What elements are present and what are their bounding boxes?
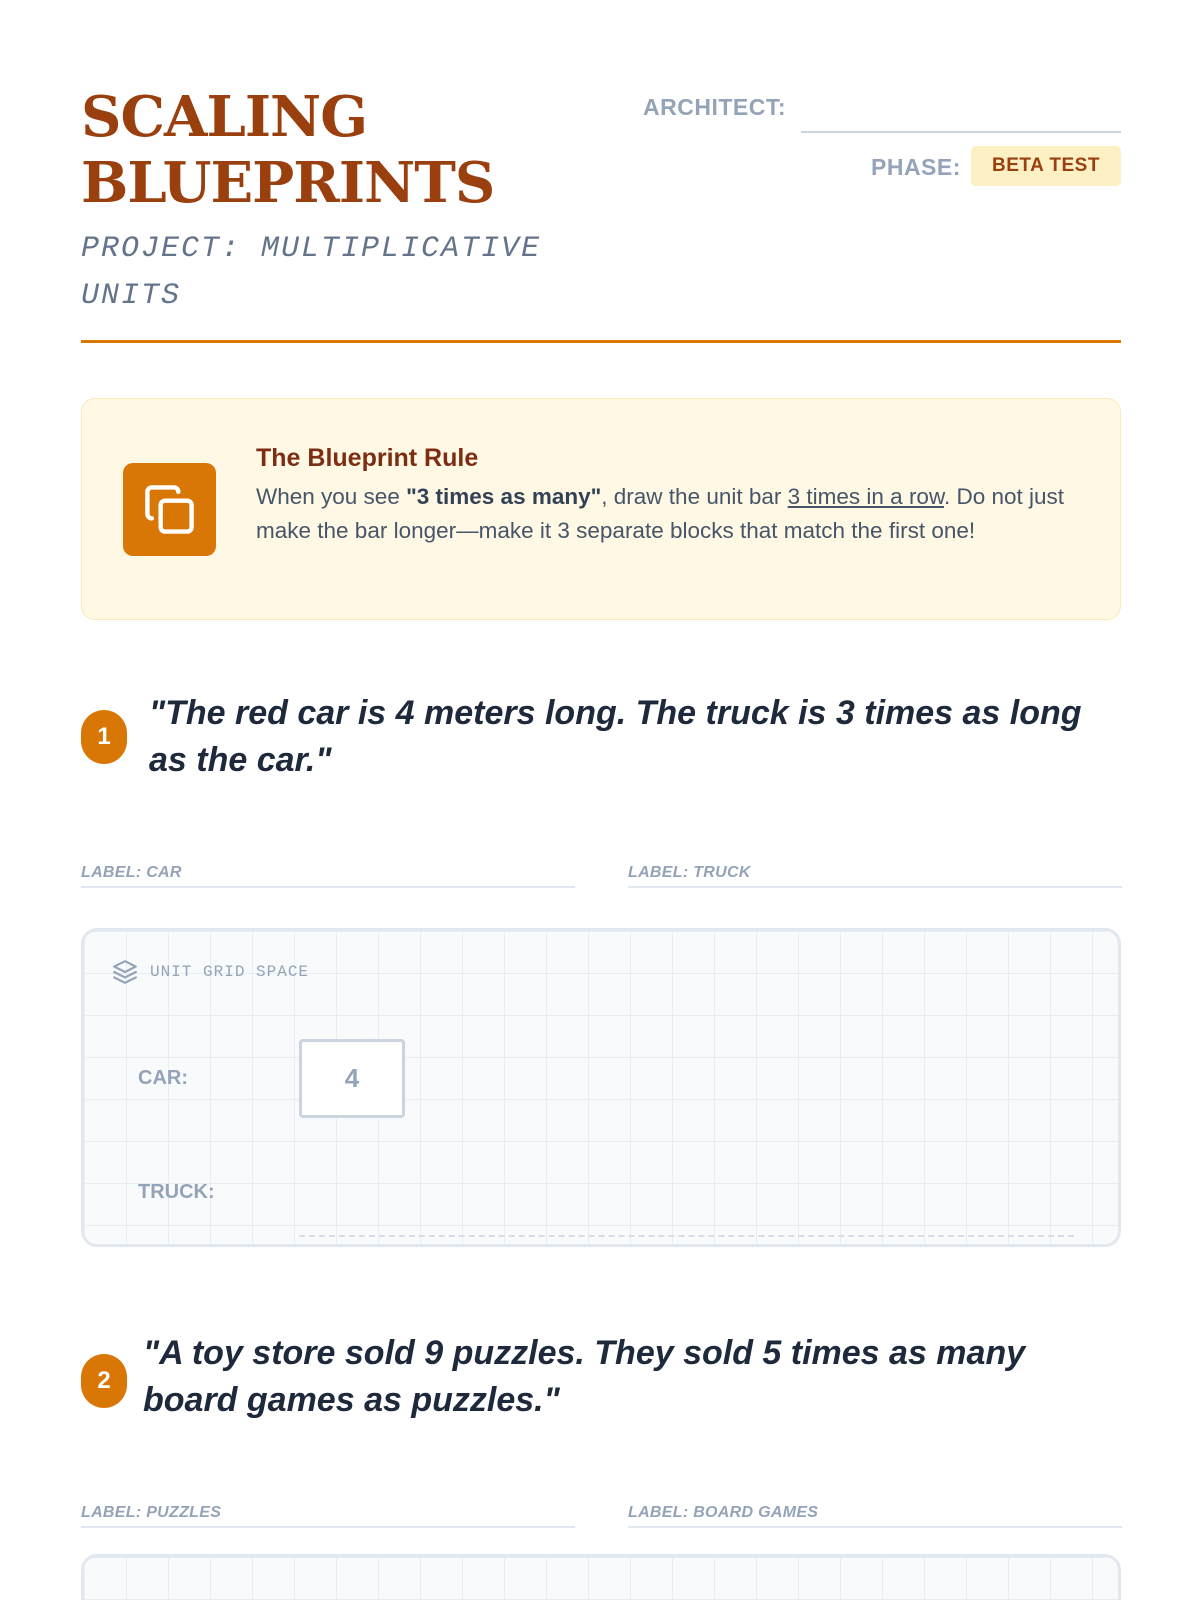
- label-field-puzzles[interactable]: LABEL: PUZZLES: [81, 1494, 575, 1528]
- layers-icon: [112, 959, 138, 985]
- question-text: "The red car is 4 meters long. The truck is 3 times as long as the car.": [149, 694, 1082, 779]
- page-title-line-1: SCALING: [81, 84, 368, 150]
- unit-block-car[interactable]: 4: [299, 1039, 405, 1118]
- rule-text: When you see "3 times as many", draw the unit bar 3 times in a row. Do not just make the bar longer—make it 3 separate blocks that match the first one!: [256, 484, 1065, 543]
- label-field-car[interactable]: LABEL: CAR: [81, 854, 575, 888]
- question-number-badge: 2: [81, 1354, 127, 1408]
- question-number-badge: 1: [81, 710, 127, 764]
- phase-badge: BETA TEST: [971, 146, 1121, 186]
- rule-underline: 3 times in a row: [787, 484, 944, 509]
- phase-label: PHASE:: [871, 154, 961, 180]
- row-label-car: CAR:: [138, 1067, 188, 1089]
- page-title-line-2: BLUEPRINTS: [81, 150, 495, 216]
- question-2: [81, 1330, 1121, 1430]
- rule-title: The Blueprint Rule: [256, 444, 479, 472]
- unit-grid-space[interactable]: [81, 928, 1121, 1247]
- question-text: "A toy store sold 9 puzzles. They sold 5 times as many board games as puzzles.": [143, 1334, 1026, 1419]
- blueprint-rule-callout: [81, 398, 1121, 620]
- grid-title: UNIT GRID SPACE: [150, 963, 310, 981]
- grid-header: [112, 959, 309, 985]
- question-1: [81, 690, 1121, 790]
- header-divider: [81, 340, 1121, 343]
- unit-grid-space-2[interactable]: [81, 1554, 1121, 1600]
- architect-label: ARCHITECT:: [643, 94, 786, 120]
- worksheet-header: [81, 84, 1121, 344]
- label-field-truck[interactable]: LABEL: TRUCK: [628, 854, 1122, 888]
- copy-icon: [123, 463, 216, 556]
- label-field-board-games[interactable]: LABEL: BOARD GAMES: [628, 1494, 1122, 1528]
- truck-bar-guide[interactable]: [299, 1235, 1074, 1237]
- page-subtitle: PROJECT: MULTIPLICATIVE UNITS: [81, 232, 542, 313]
- row-label-truck: TRUCK:: [138, 1181, 215, 1203]
- rule-emphasis: "3 times as many": [406, 484, 602, 509]
- architect-field[interactable]: [801, 131, 1121, 133]
